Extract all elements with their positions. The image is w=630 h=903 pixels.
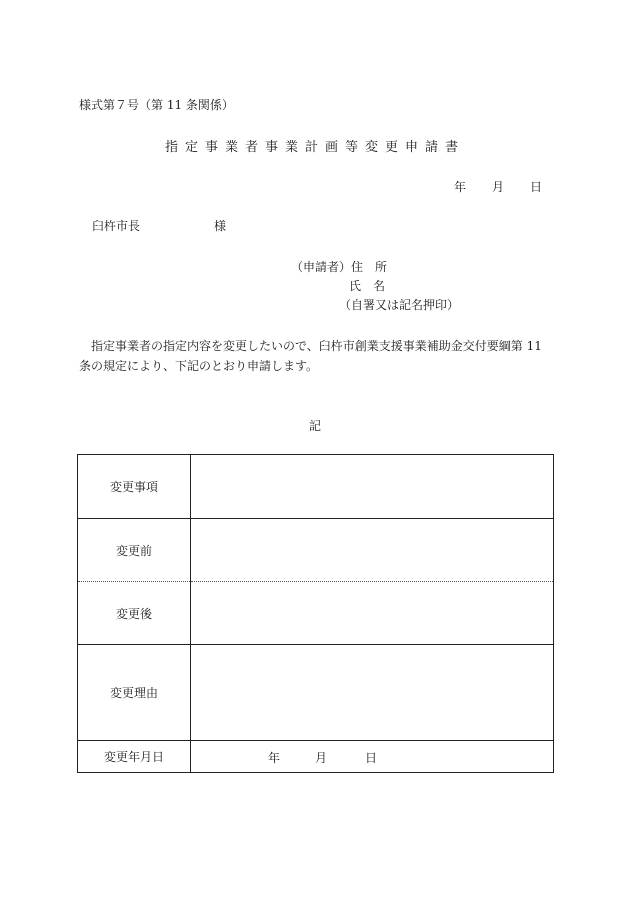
ki-heading: 記 <box>308 419 321 433</box>
row-label-after-change: 変更後 <box>78 582 191 645</box>
change-item-field[interactable] <box>191 455 554 519</box>
addressee <box>92 217 226 234</box>
date-year-label: 年 <box>454 180 467 194</box>
submission-date <box>454 178 542 195</box>
after-change-field[interactable] <box>191 582 554 645</box>
change-date-month-label: 月 <box>315 751 328 765</box>
table-row <box>78 519 554 582</box>
addressee-name: 臼杵市長 <box>92 219 141 233</box>
table-row <box>78 645 554 741</box>
document-title: 指定事業者事業計画等変更申請書 <box>164 140 465 155</box>
applicant-seal-note: （自署又は記名押印） <box>339 298 460 312</box>
table-row <box>78 455 554 519</box>
applicant-address-label: （申請者）住 所 <box>291 260 388 274</box>
body-line-2: 条の規定により、下記のとおり申請します。 <box>79 359 319 373</box>
table-row <box>78 741 554 773</box>
table-row <box>78 582 554 645</box>
body-line-1: 指定事業者の指定内容を変更したいので、臼杵市創業支援事業補助金交付要綱第 11 <box>91 339 542 353</box>
row-label-change-reason: 変更理由 <box>78 645 191 741</box>
change-details-table <box>77 454 554 773</box>
body-paragraph <box>79 336 555 376</box>
change-date-year-label: 年 <box>268 751 281 765</box>
form-number: 様式第７号（第 11 条関係） <box>79 98 234 112</box>
addressee-honorific: 様 <box>214 219 227 233</box>
change-reason-field[interactable] <box>191 645 554 741</box>
date-month-label: 月 <box>492 180 505 194</box>
date-day-label: 日 <box>530 180 543 194</box>
before-change-field[interactable] <box>191 519 554 582</box>
change-date-field[interactable] <box>191 741 554 773</box>
row-label-change-date: 変更年月日 <box>78 741 191 773</box>
change-date-day-label: 日 <box>365 751 378 765</box>
row-label-before-change: 変更前 <box>78 519 191 582</box>
applicant-name-label: 氏 名 <box>349 279 386 293</box>
row-label-change-item: 変更事項 <box>78 455 191 519</box>
